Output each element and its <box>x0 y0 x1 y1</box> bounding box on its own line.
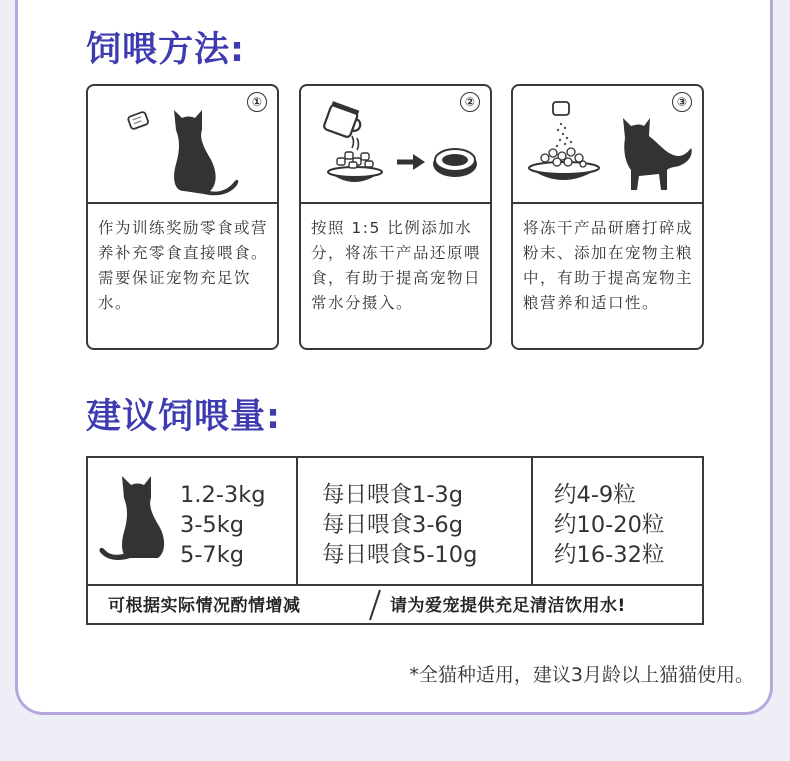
feeding-method-title: 饲喂方法: <box>86 30 245 70</box>
step-text-3: 将冻干产品研磨打碎成粉末、添加在宠物主粮中，有助于提高宠物主粮营养和适口性。 <box>523 219 694 312</box>
step-card-1 <box>86 84 279 350</box>
pieces-column <box>554 480 664 570</box>
step-text-1: 作为训练奖励零食或营养补充零食直接喂食。需要保证宠物充足饮水。 <box>98 219 269 312</box>
cat-with-treat-icon <box>96 98 270 200</box>
pieces-cell: 约4-9粒 <box>554 482 636 508</box>
footer-adjust-text: 可根据实际情况酌情增减 <box>108 596 301 616</box>
usage-note: *全猫种适用，建议3月龄以上猫猫使用。 <box>409 664 754 686</box>
water-rehydrate-icon <box>309 98 483 200</box>
footer-water-text: 请为爱宠提供充足清洁饮用水! <box>390 596 626 616</box>
sitting-cat-icon <box>98 472 172 562</box>
weight-cell: 1.2-3kg <box>180 482 266 508</box>
table-divider <box>296 458 298 584</box>
step-text-2: 按照 1:5 比例添加水分，将冻干产品还原喂食，有助于提高宠物日常水分摄入。 <box>311 219 482 312</box>
daily-amount-cell: 每日喂食5-10g <box>322 542 478 568</box>
weight-cell: 5-7kg <box>180 542 245 568</box>
daily-amount-cell: 每日喂食1-3g <box>322 482 464 508</box>
step-number-1: ① <box>247 92 267 112</box>
feeding-amount-title: 建议饲喂量: <box>86 397 281 437</box>
feeding-amount-table <box>86 456 704 625</box>
pieces-cell: 约16-32粒 <box>554 542 665 568</box>
step-card-2 <box>299 84 492 350</box>
table-divider <box>88 584 702 586</box>
daily-amount-cell: 每日喂食3-6g <box>322 512 464 538</box>
slash-divider <box>368 588 382 622</box>
step-card-3 <box>511 84 704 350</box>
step-number-2: ② <box>460 92 480 112</box>
step-number-3: ③ <box>672 92 692 112</box>
powder-on-food-cat-icon <box>521 98 695 200</box>
weight-cell: 3-5kg <box>180 512 245 538</box>
table-divider <box>531 458 533 584</box>
daily-amount-column <box>322 480 477 570</box>
weight-column <box>180 480 266 570</box>
pieces-cell: 约10-20粒 <box>554 512 665 538</box>
